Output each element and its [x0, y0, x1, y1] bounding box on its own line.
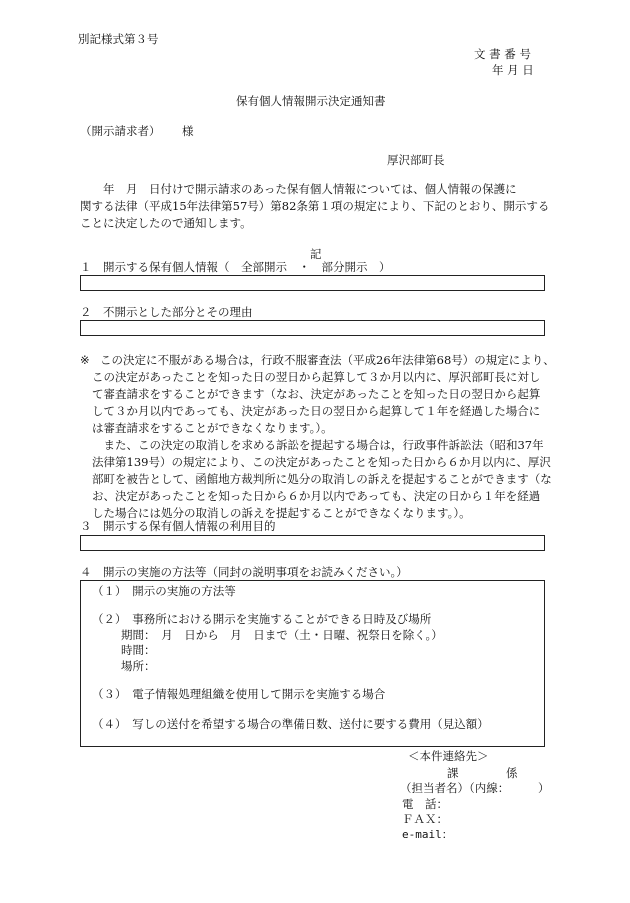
notice-line: お、決定があったことを知った日から６か月以内であっても、決定の日から１年を経過	[92, 489, 541, 503]
contact-person: （担当者名）（内線： ）	[400, 781, 550, 795]
section1-field	[80, 275, 545, 291]
section4-time: 時間：	[121, 643, 156, 657]
contact-section-kakari: 係	[506, 766, 518, 780]
notice-line: した場合には処分の取消しの訴えを提起することができなくなります。）。	[92, 506, 471, 520]
contact-section-ka: 課	[447, 766, 459, 780]
section4-label: ４ 開示の実施の方法等（同封の説明事項をお読みください。）	[80, 565, 408, 579]
section4-item1: （１） 開示の実施の方法等	[92, 584, 236, 598]
ki-heading: 記	[310, 247, 322, 261]
date-label: 年 月 日	[492, 63, 534, 77]
intro-line-3: ことに決定したので通知します。	[80, 216, 252, 230]
section4-period: 期間： 月 日から 月 日まで（土・日曜、祝祭日を除く。）	[121, 628, 443, 642]
notice-line: 法律第139号）の規定により、この決定があったことを知った日から６か月以内に、厚沢	[92, 455, 551, 469]
notice-line: して３か月以内であっても、決定があった日の翌日から起算して１年を経過した場合に	[92, 404, 541, 418]
document-title: 保有個人情報開示決定通知書	[236, 94, 386, 108]
section4-item3: （３） 電子情報処理組織を使用して開示を実施する場合	[92, 687, 386, 701]
contact-phone: 電 話：	[402, 797, 448, 811]
section4-item2: （２） 事務所における開示を実施することができる日時及び場所	[92, 612, 432, 626]
issuer-name: 厚沢部町長	[387, 153, 445, 167]
section4-place: 場所：	[121, 659, 156, 673]
notice-line: この決定があったことを知った日の翌日から起算して３か月以内に、厚沢部町長に対し	[92, 370, 541, 384]
section3-field	[80, 535, 545, 551]
notice-line: は審査請求をすることができなくなります。）。	[92, 421, 333, 435]
intro-line-2: 関する法律（平成15年法律第57号）第82条第１項の規定により、下記のとおり、開示する	[80, 199, 550, 213]
notice-line: また、この決定の取消しを求める訴訟を提起する場合は，行政事件訴訟法（昭和37年	[92, 438, 544, 452]
notice-line: 部町を被告として、函館地方裁判所に処分の取消しの訴えを提起することができます（な	[92, 472, 552, 486]
document-number-label: 文 書 番 号	[474, 47, 531, 61]
form-number: 別記様式第３号	[78, 32, 159, 46]
section3-label: ３ 開示する保有個人情報の利用目的	[80, 519, 276, 533]
section4-item4: （４） 写しの送付を希望する場合の準備日数、送付に要する費用（見込額）	[92, 717, 489, 731]
notice-line: この決定に不服がある場合は，行政不服審査法（平成26年法律第68号）の規定により、	[100, 353, 555, 367]
notice-mark: ※	[80, 353, 90, 367]
notice-line: て審査請求をすることができます（なお、決定があったことを知った日の翌日から起算	[92, 387, 541, 401]
section2-field	[80, 320, 545, 336]
recipient-name: （開示請求者）	[80, 124, 161, 138]
section2-label: ２ 不開示とした部分とその理由	[80, 305, 253, 319]
section1-label: １ 開示する保有個人情報（ 全部開示 ・ 部分開示 ）	[80, 260, 391, 274]
recipient-honorific: 様	[182, 124, 194, 138]
contact-heading: ＜本件連絡先＞	[408, 749, 489, 763]
contact-email: e-mail：	[402, 828, 453, 841]
contact-fax: ＦＡＸ：	[402, 812, 448, 826]
intro-line-1: 年 月 日付けで開示請求のあった保有個人情報については、個人情報の保護に	[80, 182, 517, 196]
